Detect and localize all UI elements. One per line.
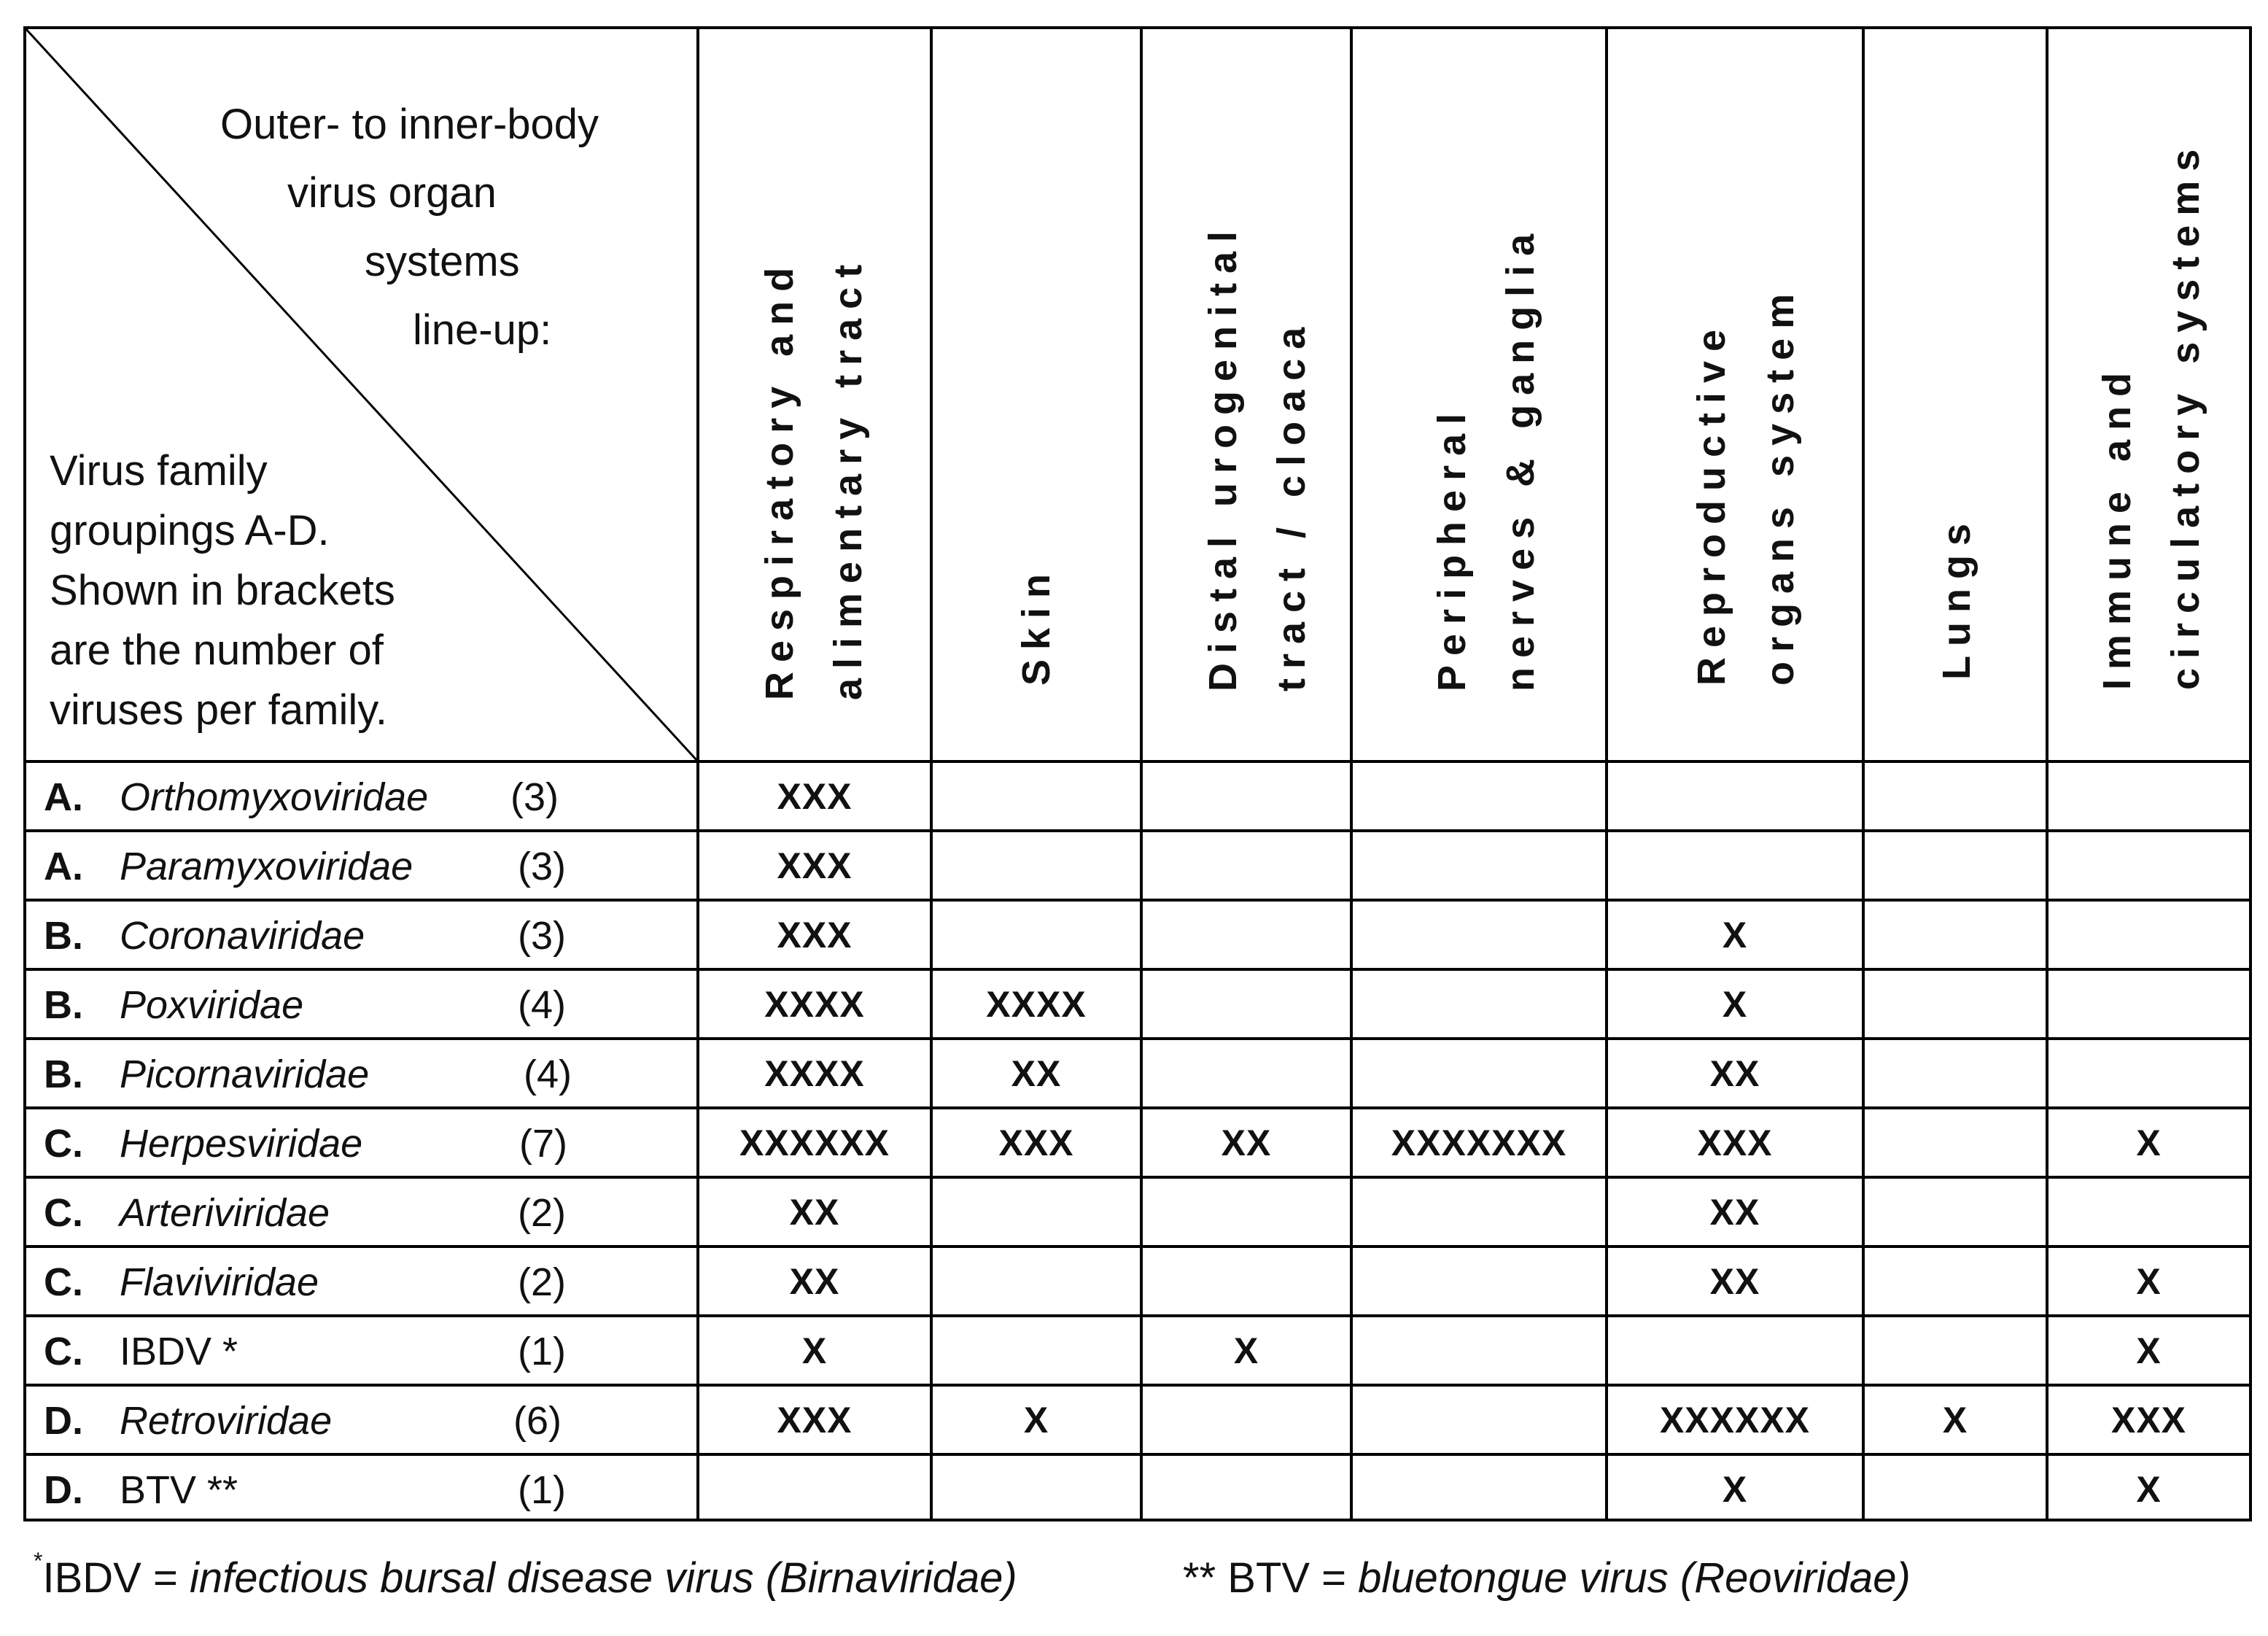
- row-virus-count: (2): [518, 1260, 566, 1304]
- row-virus-count: (3): [518, 845, 566, 888]
- row-virus-count: (4): [524, 1052, 572, 1096]
- corner-bottom-line-5: viruses per family.: [50, 686, 388, 734]
- table-cell: XXX: [777, 845, 853, 886]
- row-virus-count: (4): [518, 983, 566, 1027]
- column-header-line: Reproductive: [1690, 319, 1733, 686]
- table-cell: XXX: [777, 1399, 853, 1441]
- table-cell: [2047, 969, 2250, 1039]
- table-cell: [2047, 761, 2250, 831]
- table-cell: [698, 1454, 931, 1524]
- column-header-immune-circulatory: [2083, 140, 2220, 690]
- row-family-name: IBDV *: [120, 1330, 238, 1373]
- corner-bottom-line-2: groupings A-D.: [50, 507, 330, 554]
- table-row: [25, 1177, 703, 1247]
- footnote-ibdv: [34, 1548, 1017, 1602]
- table-cell: [2047, 831, 2250, 900]
- table-cell: [2047, 1039, 2250, 1108]
- table-cell: [1141, 761, 1351, 831]
- column-header-lungs: [1922, 514, 1991, 680]
- table-cell: XXX: [1697, 1122, 1773, 1163]
- table-cell: [2047, 1177, 2250, 1247]
- footnote-btv-definition: bluetongue virus (Reoviridae): [1358, 1554, 1911, 1602]
- table-cell: [1351, 900, 1607, 969]
- table-cell: XXX: [777, 775, 853, 817]
- row-group-label: D.: [44, 1468, 83, 1512]
- table-cell: [1607, 831, 1863, 900]
- table-cell: X: [2136, 1468, 2162, 1510]
- table-cell: [1351, 1385, 1607, 1454]
- table-cell: [1351, 969, 1607, 1039]
- row-family-name: Flaviviridae: [120, 1260, 319, 1304]
- footnote-ibdv-definition: infectious bursal disease virus (Birnaviridae): [189, 1554, 1017, 1602]
- table-cell: X: [2136, 1330, 2162, 1371]
- table-cell: X: [2136, 1260, 2162, 1302]
- row-family-name: BTV **: [120, 1468, 238, 1512]
- table-cell: [1141, 969, 1351, 1039]
- footnote-btv: [1183, 1554, 1911, 1602]
- table-cell: XXXX: [764, 983, 865, 1025]
- table-row: [25, 1108, 703, 1177]
- table-row: [25, 1247, 703, 1316]
- table-cell: XXXXXX: [739, 1122, 890, 1163]
- table-cell: X: [1023, 1399, 1049, 1441]
- table-cell: XXXXXX: [1659, 1399, 1811, 1441]
- table-cell: X: [1722, 1468, 1748, 1510]
- table-cell: [1141, 1385, 1351, 1454]
- table-cell: XX: [1709, 1191, 1760, 1233]
- table-cell: XXX: [2110, 1399, 2187, 1441]
- row-family-name: Orthomyxoviridae: [120, 775, 429, 819]
- column-header-line: Respiratory and: [758, 257, 801, 700]
- row-virus-count: (3): [518, 914, 566, 958]
- table-cell: [931, 761, 1141, 831]
- table-cell: X: [1722, 983, 1748, 1025]
- table-cell: XXXX: [986, 983, 1087, 1025]
- column-header-peripheral-nerves: [1418, 225, 1555, 691]
- row-family-name: Retroviridae: [120, 1399, 333, 1443]
- column-header-line: Distal urogenital: [1201, 221, 1245, 691]
- table-cell: [1863, 1316, 2047, 1385]
- row-group-label: C.: [44, 1260, 83, 1304]
- row-virus-count: (6): [513, 1399, 562, 1443]
- table-cell: [931, 831, 1141, 900]
- table-cell: [1607, 761, 1863, 831]
- row-family-name: Picornaviridae: [120, 1052, 370, 1096]
- row-group-label: C.: [44, 1330, 83, 1373]
- table-cell: [1141, 900, 1351, 969]
- row-family-name: Herpesviridae: [120, 1122, 363, 1166]
- row-group-label: C.: [44, 1122, 83, 1166]
- row-virus-count: (7): [519, 1122, 567, 1166]
- row-virus-count: (2): [518, 1191, 566, 1235]
- table-cell: [1351, 761, 1607, 831]
- row-virus-count: (1): [518, 1468, 566, 1512]
- table-cell: X: [2136, 1122, 2162, 1163]
- row-group-label: D.: [44, 1399, 83, 1443]
- table-cell: X: [1942, 1399, 1968, 1441]
- corner-top-line-1: Outer- to inner-body: [220, 101, 599, 148]
- column-header-line: Immune and: [2095, 363, 2139, 690]
- table-cell: [1863, 900, 2047, 969]
- table-cell: [1607, 1316, 1863, 1385]
- column-header-line: Peripheral: [1430, 403, 1474, 691]
- table-cell: XX: [1221, 1122, 1272, 1163]
- table-cell: X: [801, 1330, 828, 1371]
- table-row: [25, 761, 703, 831]
- column-header-skin: [1002, 565, 1071, 686]
- column-header-line: alimentary tract: [826, 255, 870, 700]
- row-family-name: Arteriviridae: [120, 1191, 330, 1235]
- corner-top-line-2: virus organ: [287, 169, 497, 217]
- table-cell: [1141, 1454, 1351, 1524]
- row-group-label: B.: [44, 1052, 83, 1096]
- table-row: [25, 1454, 703, 1524]
- table-cell: [931, 1177, 1141, 1247]
- table-cell: [1863, 831, 2047, 900]
- table-cell: XXX: [998, 1122, 1074, 1163]
- column-header-line: tract / cloaca: [1270, 317, 1313, 691]
- row-virus-count: (1): [518, 1330, 566, 1373]
- column-header-line: circulatory systems: [2164, 139, 2207, 690]
- table-cell: [931, 1247, 1141, 1316]
- row-family-name: Coronaviridae: [120, 914, 365, 958]
- table-cell: XX: [1709, 1052, 1760, 1094]
- row-group-label: B.: [44, 983, 83, 1027]
- table-cell: [1863, 1177, 2047, 1247]
- table-cell: [1351, 1454, 1607, 1524]
- column-header-distal-urogenital: [1189, 222, 1326, 691]
- column-header-line: Lungs: [1935, 514, 1978, 680]
- table-cell: [2047, 900, 2250, 969]
- corner-top-line-4: line-up:: [413, 306, 552, 354]
- table-row: [25, 1385, 703, 1454]
- table-cell: [1863, 1039, 2047, 1108]
- table-cell: [931, 1316, 1141, 1385]
- corner-bottom-text: [50, 441, 395, 740]
- table-row: [25, 969, 703, 1039]
- corner-top-line-3: systems: [365, 238, 520, 285]
- table-cell: [1351, 1039, 1607, 1108]
- table-row: [25, 1039, 703, 1108]
- table-row: [25, 1316, 703, 1385]
- row-group-label: B.: [44, 914, 83, 958]
- table-cell: XXXXXXX: [1391, 1122, 1567, 1163]
- row-virus-count: (3): [510, 775, 559, 819]
- table-cell: [1351, 1316, 1607, 1385]
- row-group-label: A.: [44, 775, 83, 819]
- table-cell: XX: [789, 1260, 840, 1302]
- table-cell: [1863, 1108, 2047, 1177]
- table-cell: XXXX: [764, 1052, 865, 1094]
- table-cell: XX: [1709, 1260, 1760, 1302]
- footnote-ibdv-prefix: IBDV =: [42, 1554, 190, 1602]
- column-header-line: Skin: [1014, 564, 1058, 686]
- table-cell: XX: [789, 1191, 840, 1233]
- table-cell: XXX: [777, 914, 853, 955]
- table-cell: [931, 900, 1141, 969]
- corner-bottom-line-3: Shown in brackets: [50, 567, 395, 614]
- corner-bottom-line-4: are the number of: [50, 627, 384, 674]
- table-cell: [1351, 831, 1607, 900]
- table-cell: [1141, 1247, 1351, 1316]
- table-cell: [1141, 1177, 1351, 1247]
- table-cell: [1863, 1247, 2047, 1316]
- column-header-reproductive: [1677, 284, 1814, 686]
- table-cell: X: [1233, 1330, 1259, 1371]
- table-cell: [1351, 1247, 1607, 1316]
- column-header-line: nerves & ganglia: [1499, 224, 1542, 691]
- table-cell: [1141, 831, 1351, 900]
- table-cell: [1351, 1177, 1607, 1247]
- footnote-btv-prefix: ** BTV =: [1183, 1554, 1359, 1602]
- row-family-name: Paramyxoviridae: [120, 845, 413, 888]
- table-cell: XX: [1011, 1052, 1062, 1094]
- table-cell: [1863, 761, 2047, 831]
- row-family-name: Poxviridae: [120, 983, 304, 1027]
- table-cell: [1863, 1454, 2047, 1524]
- table-row: [25, 831, 703, 900]
- corner-bottom-line-1: Virus family: [50, 447, 268, 495]
- footnote-asterisk: *: [34, 1548, 43, 1574]
- table-cell: [1863, 969, 2047, 1039]
- table-cell: [931, 1454, 1141, 1524]
- column-header-respiratory: [745, 255, 882, 700]
- column-header-line: organs system: [1758, 284, 1802, 686]
- row-group-label: C.: [44, 1191, 83, 1235]
- table-row: [25, 900, 703, 969]
- table-cell: X: [1722, 914, 1748, 955]
- row-group-label: A.: [44, 845, 83, 888]
- table-cell: [1141, 1039, 1351, 1108]
